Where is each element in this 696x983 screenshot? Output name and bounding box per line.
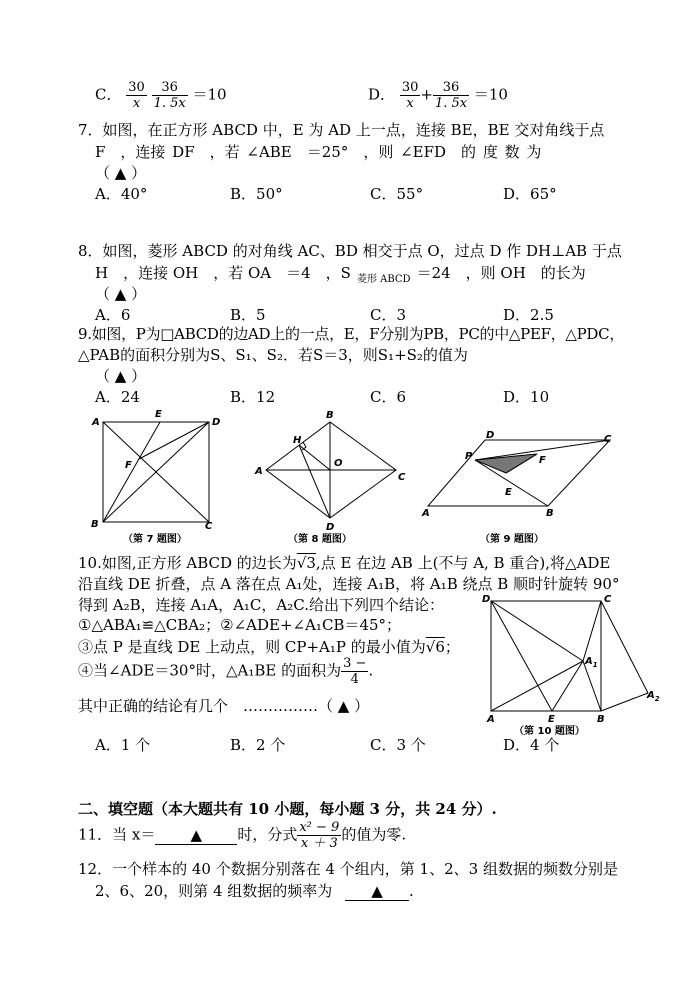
q10-line-6b: . bbox=[368, 661, 374, 680]
q10-line-2: 沿直线 DE 折叠，点 A 落在点 A₁处，连接 A₁B，将 A₁B 绕点 B 顺时针旋转 90° bbox=[78, 575, 620, 593]
fig9-caption: （第 9 题图） bbox=[480, 534, 544, 545]
q11-frac-num: x² − 9 bbox=[299, 820, 340, 835]
q8-line-2 bbox=[95, 262, 586, 285]
fig10-segment-ca1 bbox=[583, 601, 601, 661]
fig9-label-a: A bbox=[422, 508, 430, 519]
fig7-caption: （第 7 题图） bbox=[123, 534, 187, 545]
fig10-label-a1-letter: A bbox=[585, 656, 593, 667]
q7-option-c: C．55° bbox=[370, 185, 424, 203]
fig10-segment-aa1 bbox=[491, 661, 583, 711]
q7-option-d: D．65° bbox=[503, 185, 557, 203]
q6-d-fraction-1 bbox=[400, 80, 421, 111]
q11-line bbox=[78, 820, 406, 851]
fig10-label-a2-letter: A bbox=[647, 690, 655, 701]
fig8-right-angle bbox=[302, 442, 306, 450]
q10-option-d: D．4 个 bbox=[503, 736, 560, 754]
q6-option-d bbox=[368, 80, 508, 111]
q10-sqrt6: √6 bbox=[425, 638, 445, 656]
fig7-label-b: B bbox=[91, 519, 99, 530]
q10-line-1 bbox=[78, 552, 610, 573]
q6-d-f2-den: 1. 5x bbox=[434, 96, 468, 111]
q8-option-c: C．3 bbox=[370, 306, 407, 324]
q12-line-2 bbox=[95, 880, 414, 901]
fig10-label-a1 bbox=[584, 656, 598, 669]
q6-c-f1-num: 30 bbox=[128, 80, 145, 95]
q9-line-3: （ ▲ ） bbox=[95, 367, 147, 385]
q6-d-tail: ＝10 bbox=[473, 85, 508, 104]
fig10-segment-ca2 bbox=[601, 601, 648, 693]
fig8-label-b: B bbox=[326, 410, 334, 421]
fig10-caption: （第 10 题图） bbox=[514, 726, 585, 737]
q6-d-f1-den: x bbox=[406, 96, 414, 111]
q11-mid: 时，分式 bbox=[237, 825, 298, 844]
figure-9 bbox=[420, 428, 620, 546]
q6-option-c bbox=[95, 80, 227, 111]
q8-line-2b: ＝24 ，则 OH 的长为 bbox=[416, 264, 586, 282]
q7-line-2: F ，连接 DF ，若 ∠ABE ＝25° ，则 ∠EFD 的 度 数 为 bbox=[95, 143, 542, 161]
fig10-label-a2 bbox=[646, 690, 660, 703]
q11-fraction bbox=[297, 820, 341, 851]
fig10-segment-da1 bbox=[491, 601, 583, 661]
q9-option-b: B．12 bbox=[230, 388, 276, 406]
fig8-segment-dh bbox=[299, 445, 330, 518]
fig10-segment-ea1 bbox=[552, 661, 583, 711]
fig10-label-a: A bbox=[487, 714, 495, 725]
q8-option-d: D．2.5 bbox=[503, 306, 554, 324]
fig10-label-d: D bbox=[482, 594, 491, 605]
fig7-label-d: D bbox=[212, 417, 221, 428]
q6-c-f1-den: x bbox=[132, 96, 141, 111]
q11-suffix: 的值为零. bbox=[341, 825, 407, 844]
q12-line-2a: 2、6、20，则第 4 组数据的频率为 bbox=[95, 882, 333, 900]
fig8-label-o: O bbox=[334, 458, 343, 469]
q8-option-b: B．5 bbox=[230, 306, 266, 324]
q8-option-a: A．6 bbox=[95, 306, 131, 324]
q9-option-a: A．24 bbox=[95, 388, 140, 406]
q10-line-4: ①△ABA₁≌△CBA₂；②∠ADE+∠A₁CB＝45°； bbox=[78, 616, 402, 634]
fig10-label-e: E bbox=[548, 714, 555, 725]
fig10-segment-ba2 bbox=[601, 693, 648, 711]
figure-10 bbox=[480, 590, 660, 740]
q10-line-5 bbox=[78, 636, 460, 657]
q10-option-b: B．2 个 bbox=[230, 736, 286, 754]
q9-option-d: D．10 bbox=[503, 388, 550, 406]
q10-line-6 bbox=[78, 656, 373, 687]
fig7-segment-be bbox=[103, 422, 160, 522]
fig8-label-h: H bbox=[293, 435, 302, 446]
figure-8 bbox=[253, 408, 413, 546]
fig8-label-a: A bbox=[255, 466, 263, 477]
q6-d-f2-num: 36 bbox=[433, 80, 469, 96]
q8-area-subscript: 菱形 ABCD bbox=[356, 274, 411, 285]
q8-line-2a: H ，连接 OH ，若 OA ＝4 ，S bbox=[95, 264, 351, 282]
q11-prefix: 11．当 x＝ bbox=[78, 825, 156, 844]
fig8-caption: （第 8 题图） bbox=[288, 534, 352, 545]
fig10-label-a1-sub: 1 bbox=[592, 661, 598, 669]
fig9-label-b: B bbox=[546, 508, 554, 519]
q6-d-f1-num: 30 bbox=[401, 80, 419, 95]
q6-c-f2-den: 1. 5x bbox=[153, 96, 186, 111]
fig10-label-c: C bbox=[604, 594, 612, 605]
fig10-label-a2-sub: 2 bbox=[654, 695, 660, 703]
q10-line-5b: ； bbox=[444, 638, 460, 656]
fig9-label-p: P bbox=[465, 451, 473, 462]
section-2-heading: 二、填空题（本大题共有 10 小题，每小题 3 分，共 24 分）. bbox=[78, 800, 497, 818]
fig9-label-e: E bbox=[505, 487, 512, 498]
q10-line-5a: ③点 P 是直线 DE 上动点，则 CP+A₁P 的最小值为 bbox=[78, 638, 426, 656]
q10-line-1b: ,点 E 在边 AB 上(不与 A, B 重合),将△ADE bbox=[315, 554, 611, 572]
fig9-label-f: F bbox=[539, 455, 546, 466]
fig9-parallelogram bbox=[428, 440, 610, 506]
q11-answer-blank[interactable]: ▲ bbox=[155, 826, 237, 845]
q7-line-3: （ ▲ ） bbox=[95, 164, 147, 182]
q9-line-2: △PAB的面积分别为S、S₁、S₂．若S＝3，则S₁+S₂的值为 bbox=[78, 346, 468, 364]
q9-line-1: 9.如图，P为□ABCD的边AD上的一点，E，F分别为PB，PC的中△PEF，△PDC， bbox=[78, 325, 625, 343]
fig8-label-c: C bbox=[398, 472, 406, 483]
q6-d-label: D． bbox=[368, 85, 396, 104]
q12-answer-blank[interactable]: ▲ bbox=[345, 882, 409, 901]
q10-frac-num: 3 − bbox=[343, 656, 367, 671]
q10-line-7: 其中正确的结论有几个 ……………（ ▲ ） bbox=[78, 697, 370, 715]
q12-line-1: 12．一个样本的 40 个数据分别落在 4 个组内，第 1、2、3 组数据的频数分别是 bbox=[78, 860, 618, 878]
q10-line-6a: ④当∠ADE＝30°时，△A₁BE 的面积为 bbox=[78, 661, 342, 680]
fig8-label-d: D bbox=[326, 522, 335, 533]
fig9-label-d: D bbox=[486, 430, 495, 441]
q6-d-fraction-2 bbox=[433, 80, 469, 111]
q10-area-fraction bbox=[341, 656, 368, 687]
fig9-label-c: C bbox=[604, 434, 612, 445]
q10-line-1a: 10.如图,正方形 ABCD 的边长为 bbox=[78, 554, 297, 572]
q6-c-fraction-2 bbox=[152, 80, 188, 111]
q7-option-b: B．50° bbox=[230, 185, 283, 203]
fig10-label-b: B bbox=[597, 714, 605, 725]
fig7-label-c: C bbox=[205, 521, 213, 532]
q9-option-c: C．6 bbox=[370, 388, 407, 406]
q8-line-1: 8．如图，菱形 ABCD 的对角线 AC、BD 相交于点 O，过点 D 作 DH⊥AB 于点 bbox=[78, 242, 622, 260]
q12-line-2b: . bbox=[409, 882, 414, 900]
q10-option-c: C．3 个 bbox=[370, 736, 426, 754]
q11-frac-den: x ＋ 3 bbox=[300, 836, 338, 851]
q10-sqrt3: √3 bbox=[296, 554, 316, 572]
q8-line-3: （ ▲ ） bbox=[95, 285, 147, 303]
q10-line-3: 得到 A₂B，连接 A₁A，A₁C，A₂C.给出下列四个结论： bbox=[78, 596, 444, 614]
figure-7 bbox=[88, 405, 223, 545]
q7-option-a: A．40° bbox=[95, 185, 148, 203]
q10-frac-den: 4 bbox=[350, 672, 359, 687]
q6-d-plus: + bbox=[420, 85, 433, 104]
fig7-label-f: F bbox=[125, 460, 132, 471]
q6-c-label: C． bbox=[95, 85, 122, 104]
q6-c-fraction-1 bbox=[126, 80, 147, 111]
fig9-shaded-triangle bbox=[475, 454, 537, 473]
q6-c-f2-num: 36 bbox=[152, 80, 188, 96]
fig7-label-e: E bbox=[155, 409, 162, 420]
q7-line-1: 7．如图，在正方形 ABCD 中，E 为 AD 上一点，连接 BE，BE 交对角线于点 bbox=[78, 121, 605, 139]
fig7-label-a: A bbox=[92, 417, 100, 428]
q10-option-a: A．1 个 bbox=[95, 736, 151, 754]
q6-c-tail: ＝10 bbox=[192, 85, 227, 104]
